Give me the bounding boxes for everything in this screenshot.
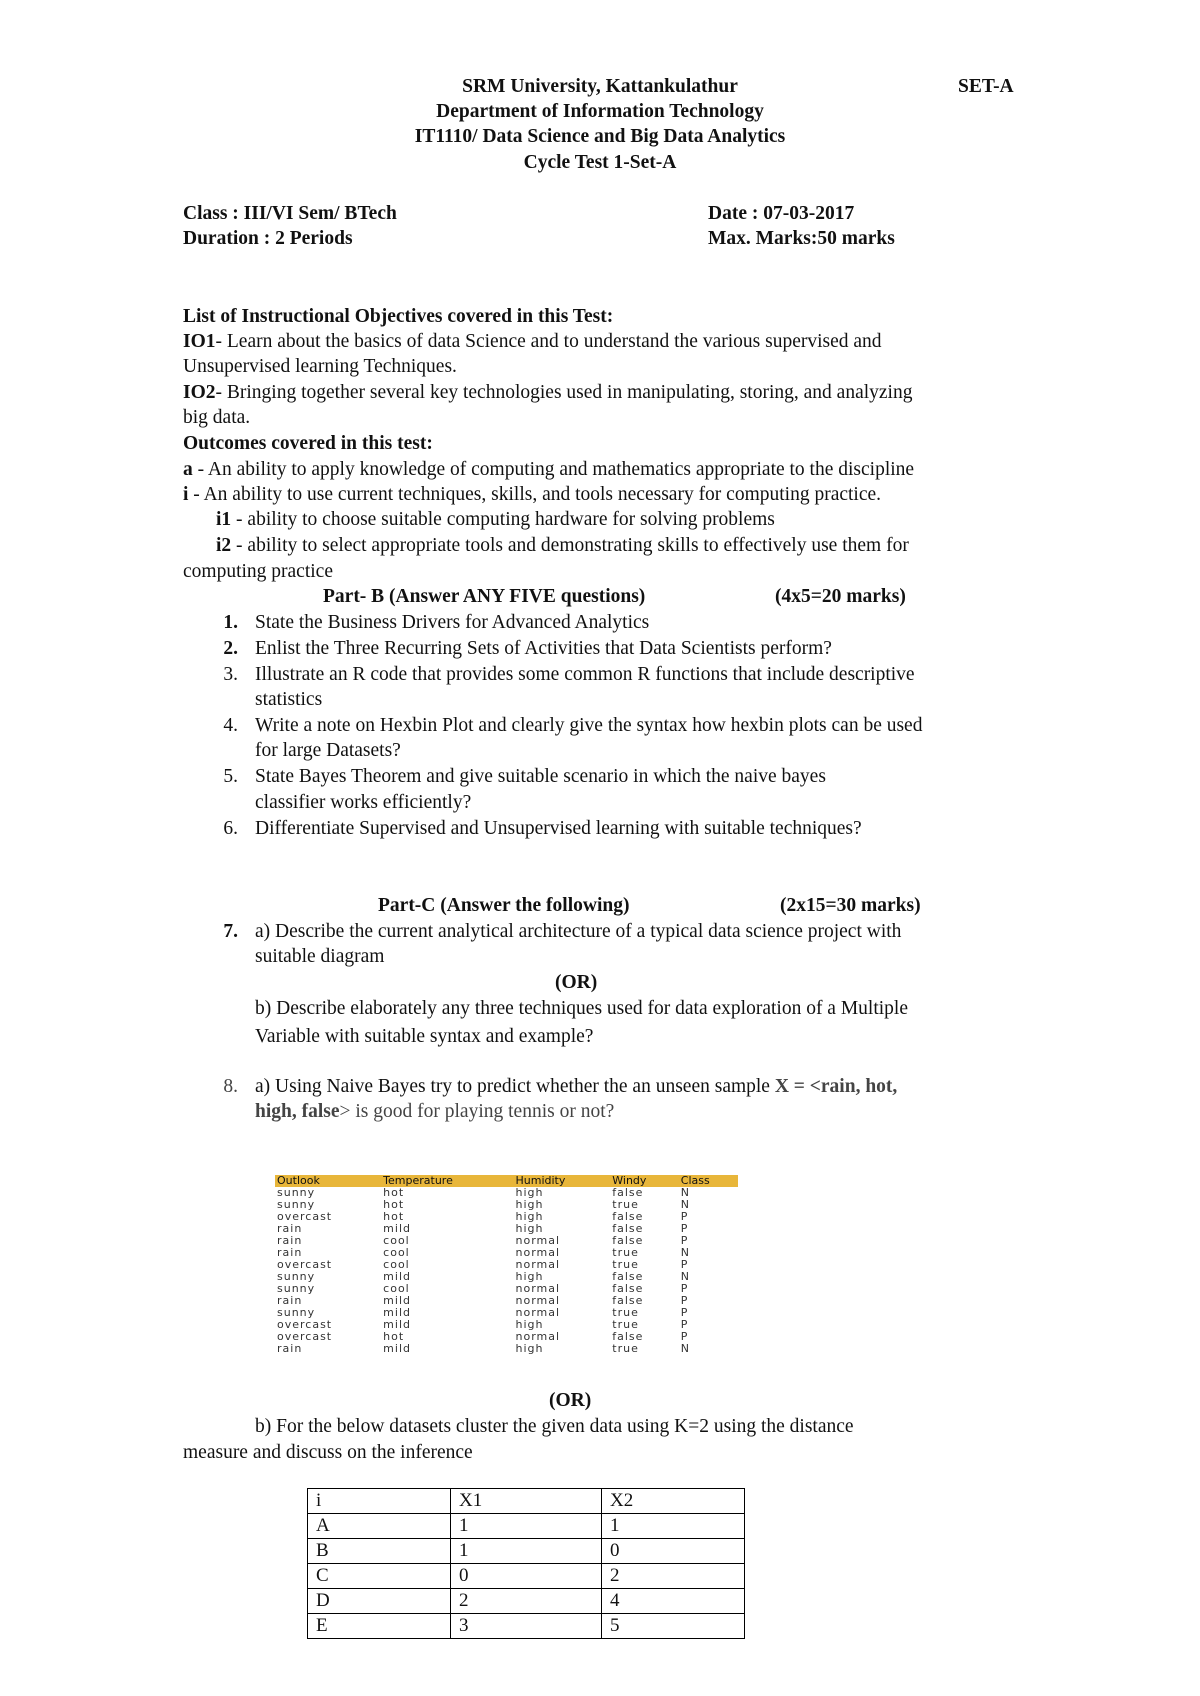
table-row xyxy=(275,1187,738,1199)
table-row xyxy=(275,1331,738,1343)
table-cell: sunny xyxy=(277,1270,316,1283)
university-name: SRM University, Kattankulathur xyxy=(462,76,738,97)
table-cell: overcast xyxy=(277,1330,333,1343)
class-info: Class : III/VI Sem/ BTech xyxy=(183,203,397,224)
set-label: SET-A xyxy=(958,76,1014,97)
table-cell: mild xyxy=(383,1318,411,1331)
question-8b-text-cont: measure and discuss on the inference xyxy=(183,1442,473,1463)
table-cell: overcast xyxy=(277,1258,333,1271)
table-row xyxy=(275,1295,738,1307)
table-cell: overcast xyxy=(277,1318,333,1331)
table-cell: mild xyxy=(383,1294,411,1307)
question-text: Differentiate Supervised and Unsupervised learning with suitable techniques? xyxy=(255,818,862,839)
table-cell: P xyxy=(680,1234,689,1247)
table-header-row xyxy=(275,1175,738,1187)
table-cell: sunny xyxy=(277,1186,316,1199)
table-cell: N xyxy=(680,1198,691,1211)
outcome-i-label: i xyxy=(183,484,189,505)
outcomes-heading: Outcomes covered in this test: xyxy=(183,433,433,454)
q8a-post: > is good for playing tennis or not? xyxy=(339,1101,615,1122)
question-7a-text-cont: suitable diagram xyxy=(255,946,385,967)
table-cell: N xyxy=(680,1270,691,1283)
table-row xyxy=(275,1319,738,1331)
q8a-sample: X = <rain, hot, xyxy=(774,1076,898,1097)
question-7b-text: b) Describe elaborately any three techniques used for data exploration of a Multiple xyxy=(255,998,909,1019)
table-header-cell: Class xyxy=(679,1175,738,1187)
table-header-cell: X2 xyxy=(602,1489,745,1514)
table-cell: sunny xyxy=(277,1282,316,1295)
question-8a-text-cont xyxy=(255,1101,614,1123)
table-row xyxy=(275,1259,738,1271)
table-cell: high xyxy=(515,1270,544,1283)
table-header-row xyxy=(308,1489,745,1514)
table-row xyxy=(275,1223,738,1235)
question-text: Enlist the Three Recurring Sets of Activities that Data Scientists perform? xyxy=(255,638,832,659)
table-cell: sunny xyxy=(277,1198,316,1211)
question-text-cont: for large Datasets? xyxy=(255,740,401,761)
table-cell: hot xyxy=(383,1198,405,1211)
table-cell: false xyxy=(612,1222,644,1235)
table-cell: true xyxy=(612,1306,639,1319)
date-info: Date : 07-03-2017 xyxy=(708,203,855,224)
table-cell: N xyxy=(680,1246,691,1259)
table-cell: normal xyxy=(515,1234,561,1247)
table-cell: N xyxy=(680,1186,691,1199)
table-cell: overcast xyxy=(277,1210,333,1223)
table-cell: A xyxy=(308,1514,451,1539)
table-cell: mild xyxy=(383,1306,411,1319)
table-row xyxy=(308,1539,745,1564)
table-header-cell: Outlook xyxy=(275,1175,381,1187)
table-cell: high xyxy=(515,1186,544,1199)
table-cell: false xyxy=(612,1234,644,1247)
table-cell: C xyxy=(308,1564,451,1589)
table-cell: hot xyxy=(383,1186,405,1199)
table-cell: cool xyxy=(383,1258,410,1271)
table-cell: rain xyxy=(277,1294,303,1307)
table-cell: normal xyxy=(515,1306,561,1319)
outcome-i2-cont: computing practice xyxy=(183,561,333,582)
table-row xyxy=(275,1247,738,1259)
outcome-i2-label: i2 xyxy=(216,535,232,556)
table-row xyxy=(275,1211,738,1223)
part-b-marks: (4x5=20 marks) xyxy=(775,586,906,607)
table-cell: P xyxy=(680,1222,689,1235)
table-cell: 1 xyxy=(451,1539,602,1564)
table-cell: rain xyxy=(277,1246,303,1259)
table-cell: rain xyxy=(277,1342,303,1355)
table-cell: P xyxy=(680,1282,689,1295)
play-tennis-table xyxy=(275,1175,738,1355)
table-cell: 1 xyxy=(451,1514,602,1539)
table-cell: B xyxy=(308,1539,451,1564)
io2-text: - Bringing together several key technologies used in manipulating, storing, and analyzing xyxy=(215,382,913,403)
table-cell: P xyxy=(680,1210,689,1223)
io1-text-cont: Unsupervised learning Techniques. xyxy=(183,356,457,377)
table-cell: mild xyxy=(383,1342,411,1355)
question-text-cont: statistics xyxy=(255,689,323,710)
table-header-cell: Humidity xyxy=(514,1175,611,1187)
table-cell: false xyxy=(612,1330,644,1343)
io2-label: IO2 xyxy=(183,382,216,403)
question-number: 5. xyxy=(223,766,238,787)
table-cell: D xyxy=(308,1589,451,1614)
table-cell: cool xyxy=(383,1234,410,1247)
table-cell: false xyxy=(612,1282,644,1295)
table-cell: 3 xyxy=(451,1614,602,1639)
table-cell: false xyxy=(612,1294,644,1307)
table-cell: true xyxy=(612,1246,639,1259)
table-cell: normal xyxy=(515,1330,561,1343)
table-cell: 2 xyxy=(451,1589,602,1614)
table-cell: P xyxy=(680,1330,689,1343)
outcome-i-text: - An ability to use current techniques, skills, and tools necessary for computing practice. xyxy=(188,484,882,505)
question-7b-text-cont: Variable with suitable syntax and example? xyxy=(255,1026,594,1047)
test-title: Cycle Test 1-Set-A xyxy=(523,152,677,173)
table-cell: 0 xyxy=(451,1564,602,1589)
table-cell: P xyxy=(680,1306,689,1319)
table-row xyxy=(275,1283,738,1295)
outcome-i1-label: i1 xyxy=(216,509,232,530)
table-cell: cool xyxy=(383,1246,410,1259)
table-cell: 5 xyxy=(602,1614,745,1639)
table-cell: P xyxy=(680,1258,689,1271)
table-cell: false xyxy=(612,1270,644,1283)
table-cell: hot xyxy=(383,1210,405,1223)
table-row xyxy=(275,1199,738,1211)
table-cell: normal xyxy=(515,1258,561,1271)
table-row xyxy=(308,1564,745,1589)
table-cell: high xyxy=(515,1222,544,1235)
table-cell: true xyxy=(612,1342,639,1355)
q8a-pre: a) Using Naive Bayes try to predict whether the an unseen sample xyxy=(255,1076,775,1097)
outcome-i1-text: - ability to choose suitable computing hardware for solving problems xyxy=(231,509,775,530)
table-cell: P xyxy=(680,1294,689,1307)
question-text: Write a note on Hexbin Plot and clearly give the syntax how hexbin plots can be used xyxy=(255,715,923,736)
io1-text: - Learn about the basics of data Science and to understand the various supervised and xyxy=(215,331,882,352)
or-separator-2: (OR) xyxy=(549,1390,592,1411)
cluster-data-table xyxy=(307,1488,745,1639)
table-cell: 2 xyxy=(602,1564,745,1589)
table-row xyxy=(308,1589,745,1614)
table-row xyxy=(308,1614,745,1639)
table-row xyxy=(308,1514,745,1539)
outcome-i1 xyxy=(216,509,775,531)
table-cell: true xyxy=(612,1318,639,1331)
table-header-cell: Temperature xyxy=(381,1175,513,1187)
table-cell: hot xyxy=(383,1330,405,1343)
table-cell: rain xyxy=(277,1234,303,1247)
table-cell: mild xyxy=(383,1270,411,1283)
question-number: 6. xyxy=(223,818,238,839)
table-cell: 4 xyxy=(602,1589,745,1614)
objective-io2 xyxy=(183,382,912,404)
part-c-title: Part-C (Answer the following) xyxy=(378,895,630,916)
question-number: 4. xyxy=(223,715,238,736)
table-cell: sunny xyxy=(277,1306,316,1319)
table-header-cell: i xyxy=(308,1489,451,1514)
table-cell: high xyxy=(515,1342,544,1355)
outcome-a xyxy=(183,459,914,481)
or-separator: (OR) xyxy=(555,972,598,993)
table-cell: 1 xyxy=(602,1514,745,1539)
part-c-marks: (2x15=30 marks) xyxy=(780,895,921,916)
io1-label: IO1 xyxy=(183,331,216,352)
table-cell: E xyxy=(308,1614,451,1639)
table-row xyxy=(275,1235,738,1247)
table-cell: P xyxy=(680,1318,689,1331)
outcome-i2 xyxy=(216,535,909,557)
duration-info: Duration : 2 Periods xyxy=(183,228,353,249)
table-cell: normal xyxy=(515,1246,561,1259)
question-8b-text: b) For the below datasets cluster the given data using K=2 using the distance xyxy=(255,1416,854,1437)
part-b-title: Part- B (Answer ANY FIVE questions) xyxy=(323,586,646,607)
table-cell: 0 xyxy=(602,1539,745,1564)
question-8-number: 8. xyxy=(223,1076,238,1097)
table-cell: true xyxy=(612,1198,639,1211)
question-number: 2. xyxy=(223,638,238,659)
question-number: 3. xyxy=(223,664,238,685)
outcome-a-text: - An ability to apply knowledge of computing and mathematics appropriate to the discipline xyxy=(192,459,915,480)
io2-text-cont: big data. xyxy=(183,407,251,428)
table-cell: true xyxy=(612,1258,639,1271)
question-text: State the Business Drivers for Advanced Analytics xyxy=(255,612,650,633)
objective-io1 xyxy=(183,331,882,353)
table-cell: cool xyxy=(383,1282,410,1295)
department-name: Department of Information Technology xyxy=(436,101,764,122)
table-cell: false xyxy=(612,1210,644,1223)
question-text: State Bayes Theorem and give suitable scenario in which the naive bayes xyxy=(255,766,826,787)
table-row xyxy=(275,1343,738,1355)
outcome-i2-text: - ability to select appropriate tools and demonstrating skills to effectively use them for xyxy=(231,535,909,556)
question-text-cont: classifier works efficiently? xyxy=(255,792,472,813)
table-cell: mild xyxy=(383,1222,411,1235)
table-cell: high xyxy=(515,1198,544,1211)
table-header-cell: X1 xyxy=(451,1489,602,1514)
course-title: IT1110/ Data Science and Big Data Analytics xyxy=(414,126,786,147)
table-cell: high xyxy=(515,1318,544,1331)
table-row xyxy=(275,1307,738,1319)
question-7-number: 7. xyxy=(223,921,238,942)
max-marks-info: Max. Marks:50 marks xyxy=(708,228,895,249)
question-7a-text: a) Describe the current analytical architecture of a typical data science project with xyxy=(255,921,902,942)
q8a-sample-cont: high, false xyxy=(255,1101,340,1122)
outcome-a-label: a xyxy=(183,459,193,480)
table-cell: normal xyxy=(515,1282,561,1295)
table-header-cell: Windy xyxy=(610,1175,679,1187)
question-text: Illustrate an R code that provides some common R functions that include descriptive xyxy=(255,664,915,685)
table-cell: rain xyxy=(277,1222,303,1235)
table-cell: N xyxy=(680,1342,691,1355)
outcome-i xyxy=(183,484,881,506)
table-cell: normal xyxy=(515,1294,561,1307)
question-8a-text xyxy=(255,1076,897,1098)
question-number: 1. xyxy=(223,612,238,633)
table-cell: false xyxy=(612,1186,644,1199)
table-row xyxy=(275,1271,738,1283)
table-cell: high xyxy=(515,1210,544,1223)
objectives-heading: List of Instructional Objectives covered in this Test: xyxy=(183,306,614,327)
